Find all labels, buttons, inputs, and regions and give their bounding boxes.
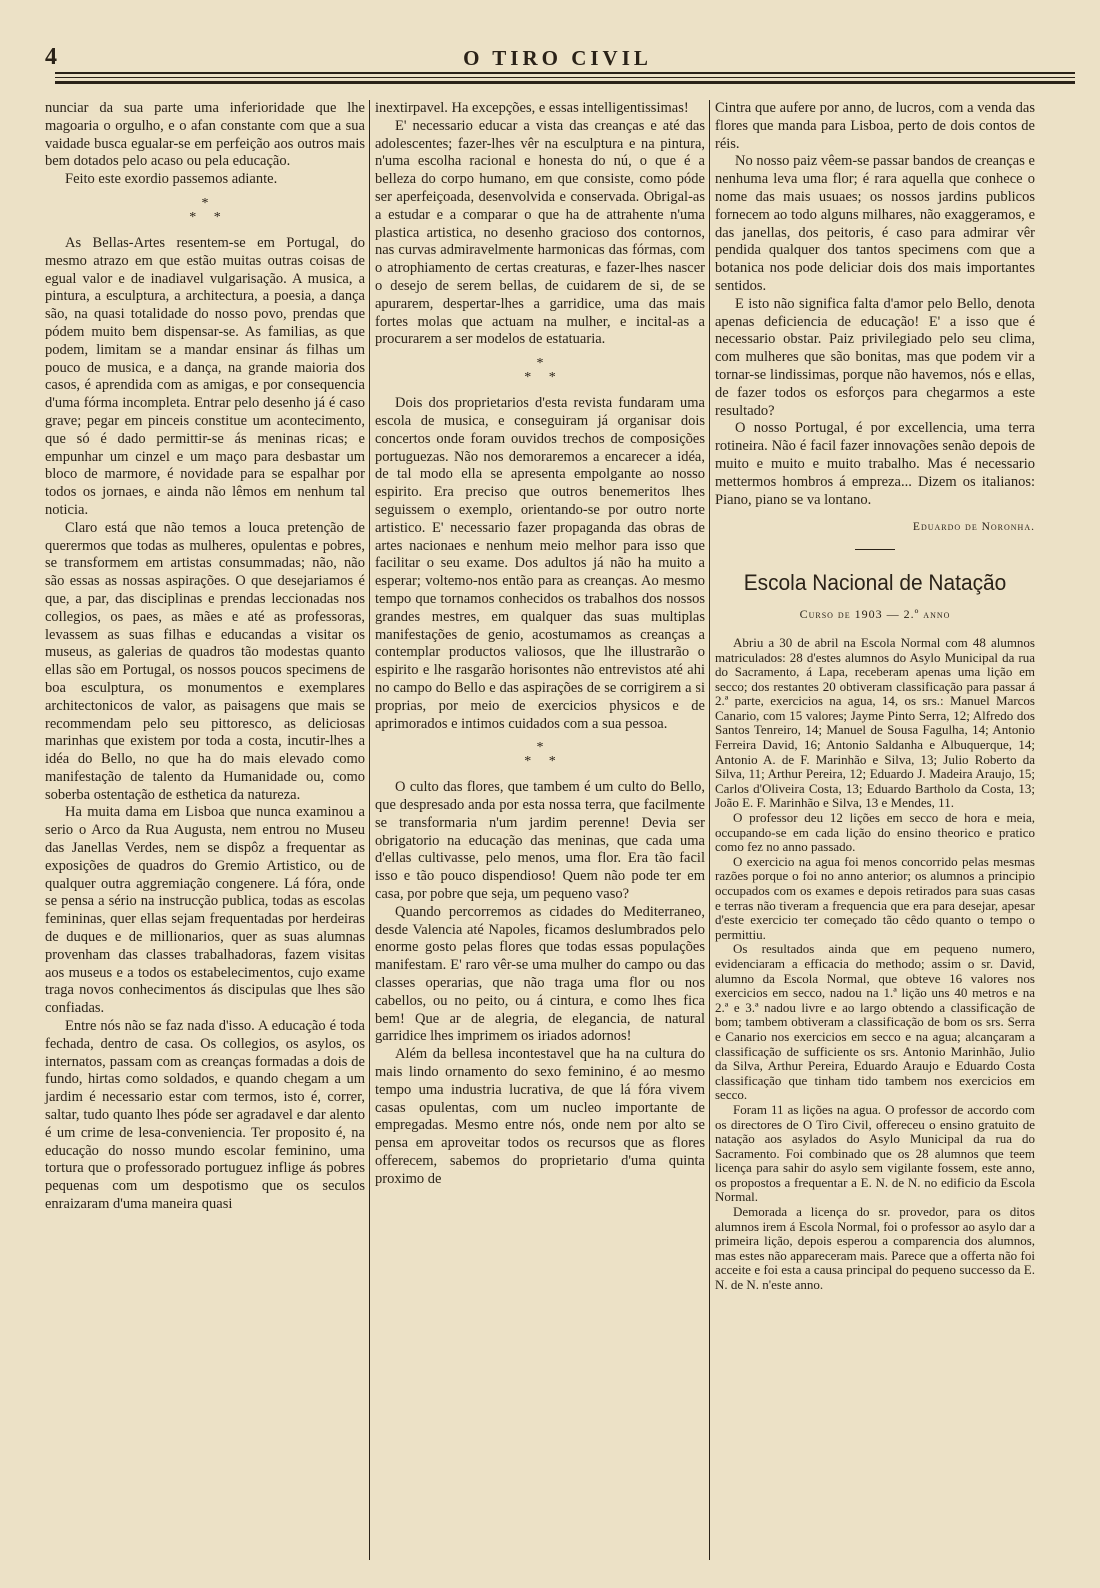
section-rule [855,549,895,550]
paragraph: Ha muita dama em Lisboa que nunca examinou a serio o Arco da Rua Augusta, nem entrou no Museu das Janellas Verdes, nem se dispôz a frequentar as exposições de quadros do Gremio Artistico, ou de qualquer outra aggremiação congenere. Lá fóra, onde se pensa a sério na instrucção publica, todas as escolas femininas, quer ellas sejam frequentadas por herdeiras de duques e de millionarios, quer as suas alumnas provenham das classes trabalhadoras, fazem visitas aos museus e a todos os estabelecimentos, cujo exame traga novos conhecimentos ás discipulas que lhes são confiadas. [45,804,365,1017]
column-2 [375,100,705,1189]
page-header [45,40,1070,70]
paragraph: Demorada a licença do sr. provedor, para os ditos alumnos irem á Escola Normal, foi o professor ao asylo dar a primeira lição, depois esperou a comparencia dos alumnos, mas estes não appareceram mais. Parece que a offerta não foi acceite e foi esta a causa principal do pequeno successo da E. N. de N. n'este anno. [715,1204,1035,1293]
paragraph: E isto não significa falta d'amor pelo Bello, denota apenas deficiencia de educação! E' a isso que é necessario obstar. Paiz privilegiado pelo seu clima, com mulheres que são bonitas, mas que podem vir a tornar-se lindissimas, porque não havemos, nós e ellas, de fazer todos os esforços para chegarmos a este resultado? [715,295,1035,419]
asterism: * * * [524,356,556,386]
paragraph: No nosso paiz vêem-se passar bandos de creanças e nenhuma leva uma flor; é rara aquella que conhece o nome das mais usuaes; os nossos jardins publicos fornecem ao todo alguns milhares, não exaggeramos, e das janellas, dos peitoris, é caso para admirar vêr pendida qualquer dos tantos specimens com que a botanica nos pode deliciar dois dos mais importantes sentidos. [715,153,1035,294]
column-1 [45,100,365,1214]
paragraph: O nosso Portugal, é por excellencia, uma terra rotineira. Não é facil fazer innovações senão depois de muito e muito e muito trabalho. Mas é necessario mettermos hombros á empreza... Dizem os italianos: Piano, piano se va lontano. [715,420,1035,508]
paragraph: As Bellas-Artes resentem-se em Portugal, do mesmo atrazo em que estão muitas outras coisas de egual valor e de inadiavel vulgarisação. A musica, a pintura, a esculptura, a architectura, a poesia, a dança são, na quasi totalidade do nosso povo, prendas que pódem muito bem dispensar-se. As familias, as que podem, limitam se a mandar ensinar ás filhas um pouco de musica, e a dança, na grande maioria dos casos, é aprendida com as amigas, e por consequencia d'uma fórma incompleta. Entrar pelo desenho já é caso grave; pegar em pinceis constitue um acontecimento, que só é dado permittir-se ás meninas ricas; e empunhar um cinzel e um maço para desbastar um bloco de marmore, é novidade para se espalhar por todos os jornaes, e ainda não lêmos em nenhum tal noticia. [45,234,365,518]
paragraph: E' necessario educar a vista das creanças e até das adolescentes; fazer-lhes vêr na esculptura e na pintura, n'uma escolha racional e honesta do nú, o que é a belleza do corpo humano, em que consiste, como póde ser aperfeiçoada, desenvolvida e conservada. Obrigal-as a estudar e a comparar o que ha de attrahente n'uma plastica artistica, no desenho gracioso dos contornos, nas curvas admiravelmente harmonicas das fórmas, com o atrophiamento de certas creaturas, e fazer-lhes nascer o desejo de serem bellas, de cuidarem de si, de se apurarem, despertar-lhes a garridice, uma das mais fortes molas que actuam na mulher, e incital-as a procurarem a ser modelos de estatuaria. [375,117,705,348]
paragraph: Dois dos proprietarios d'esta revista fundaram uma escola de musica, e conseguiram já organisar dois concertos onde foram ouvidos trechos de composições portuguezas. Não nos demoraremos a encarecer a idéa, de tal modo ella se apresenta empolgante ao nosso espirito. Era preciso que outros benemeritos lhes seguissem o exemplo, orientando-se por outro norte artistico. E' necessario fazer propaganda das obras de artes nacionaes e nenhum meio melhor para isso que facilitar o seu exame. Dos adultos já não ha muito a esperar; voltemo-nos então para as creanças. Ao mesmo tempo que tornamos conhecidos os trabalhos dos nossos grandes mestres, em qualquer das suas multiplas manifestações de genio, acostumamos as creanças a contemplar productos valiosos, que lhe illustrarão o espirito e lhe rasgarão horisontes não entrevistos até ahi no campo do Bello e das aspirações de se corrigirem a si proprias, por meio de exercicios physicos e de aprimorados e intimos cuidados com a sua pessoa. [375,395,705,732]
column-3 [715,100,1035,1293]
paragraph: Claro está que não temos a louca pretenção de querermos que todas as mulheres, opulentas e pobres, se transformem em artistas consummadas; não, não são essas as nossas aspirações. O que desejariamos é que, a par, das disciplinas e prendas leccionadas nos collegios, os paes, as mães e até as professoras, levassem as suas filhas e educandas a visitar os museus, as galerias de quadros tão modestas quanto ellas são em Portugal, os nossos poucos specimens de boa esculptura, os monumentos e exemplares architectonicos de valor, as paisagens que mais se recommendam pelo seu pittoresco, as deliciosas marinhas que existem por toda a costa, incutir-lhes a idéa do Bello, no que ha do mais elevado como manifestação de talento da Humanidade ou, como soberba ostentação de esthetica da natureza. [45,519,365,803]
paragraph: inextirpavel. Ha excepções, e essas intelligentissimas! [375,100,689,116]
article-title: Escola Nacional de Natação [743,570,1007,596]
header-rule [55,72,1075,94]
paragraph: Além da bellesa incontestavel que ha na cultura do mais lindo ornamento do sexo feminino, é ao mesmo tempo uma industria lucrativa, de que lá fóra vivem casas opulentas, com um nucleo importante de empregadas. Mesmo entre nós, onde nem por alto se pensa em aproveitar todos os recursos que as flores offerecem, sabemos do proprietario d'uma quinta proximo de [375,1046,705,1187]
paragraph: Foram 11 as lições na agua. O professor de accordo com os directores de O Tiro Civil, offereceu o ensino gratuito de natação aos asylados do Asylo Municipal da rua do Sacramento. Foi combinado que os 28 alumnos que teem licença para sahir do asylo sem vigilante fossem, este anno, os propostos a frequentar a E. N. de N. no edificio da Escola Normal. [715,1101,1035,1205]
paragraph: Entre nós não se faz nada d'isso. A educação é toda fechada, dentro de casa. Os collegios, os asylos, os internatos, passam com as creanças formadas a dois de fundo, hirtas como soldados, e quando chegam a um jardim é necessario estar com termos, isto é, correr, saltar, tudo quanto lhes póde ser agradavel e dar alento é um crime de lesa-conveniencia. Ter proposito é, na educação do nosso mundo escolar feminino, uma tortura que o professorado portuguez inflige ás pobres pequenas com um despotismo que os seculos enraizaram d'uma maneira quasi [45,1018,365,1213]
paragraph: O exercicio na agua foi menos concorrido pelas mesmas razões porque o foi no anno anterior; os alumnos a principio occupados com os exames e depois retirados para suas casas e terras não tiveram a frequencia que era para desejar, apesar d'este exercicio ter começado tão cêdo quanto o tempo o permittiu. [715,853,1035,942]
column-divider [709,100,710,1560]
author-signature: Eduardo de Noronha. [912,521,1035,534]
paragraph: Quando percorremos as cidades do Mediterraneo, desde Valencia até Napoles, ficamos deslumbrados pelo enorme gosto pelas flores que todas essas populações manifestam. E' raro vêr-se uma mulher do campo ou das classes operarias, que não traga uma flor ou nos cabellos, ou no peito, ou á cintura, e como lhes fica bem! Que ar de alegria, de elegancia, de natural garridice lhes imprimem os iriados adornos! [375,903,705,1045]
article-body [715,636,1035,1293]
page-number: 4 [45,44,57,70]
article-subtitle: Curso de 1903 — 2.º anno [799,607,951,622]
column-divider [369,100,370,1560]
asterism: * * * [189,195,221,225]
paragraph: Os resultados ainda que em pequeno numero, evidenciaram a efficacia do methodo; assim o sr. David, alumno da Escola Normal, que obteve 16 valores nos exercicios em secco, nadou na 1.ª lição uns 40 metros e na 2.ª e 3.ª nadou livre e ao largo obtendo a classificação de bom; tambem obtiveram a classificação de bom os srs. Serra e Canario nos exercicios em secco e na agua; alcançaram a classificação de sufficiente os srs. Antonio Marinhão, Julio da Silva, Arthur Pereira, Eduardo Araujo e Eduardo Costa classificação que tinham tido tambem nos exercicios em secco. [715,941,1035,1103]
paragraph: Cintra que aufere por anno, de lucros, com a venda das flores que manda para Lisboa, perto de dois contos de réis. [715,100,1035,152]
paragraph: O professor deu 12 lições em secco de hora e meia, occupando-se em cada lição do ensino theorico e pratico como fez no anno passado. [715,810,1035,855]
asterism: * * * [524,740,556,770]
masthead-title: O TIRO CIVIL [463,46,652,70]
paragraph: O culto das flores, que tambem é um culto do Bello, que despresado anda por esta nossa terra, que facilmente se transformaria n'um jardim perenne! Devia ser obrigatorio na educação das meninas, que cada uma d'ellas cultivasse, pelo menos, uma flor. Era tão facil isso e tão pouco dispendioso! Quem não pode ter em casa, por pobre que seja, um pequeno vaso? [375,779,705,903]
paragraph: nunciar da sua parte uma inferioridade que lhe magoaria o orgulho, e o afan constante com que a sua vaidade busca egualar-se em perfeição aos outros mais bem dotados pelo acaso ou pela educação. [45,100,365,170]
paragraph: Feito este exordio passemos adiante. [65,171,278,188]
paragraph: Abriu a 30 de abril na Escola Normal com 48 alumnos matriculados: 28 d'estes alumnos do Asylo Municipal da rua do Sacramento, á Lapa, receberam apenas uma lição em secco; dos restantes 20 obtiveram classificação para passar á 2.ª parte, exercicios na agua, 14, os srs.: Manuel Marcos Canario, com 15 valores; Jayme Pinto Serra, 12; Alfredo dos Santos Tenreiro, 14; Manuel de Sousa Fagulha, 14; Antonio Ferreira David, 16; Antonio Saldanha e Albuquerque, 14; Antonio A. de F. Marinhão e Silva, 13; Julio Roberto da Silva, 11; Arthur Pereira, 12; Eduardo J. Madeira Araujo, 15; Carlos d'Oliveira Costa, 13; Eduardo Bartholo da Costa, 13; João E. F. Marinhão e Silva, 13 e Mendes, 11. [715,634,1035,811]
